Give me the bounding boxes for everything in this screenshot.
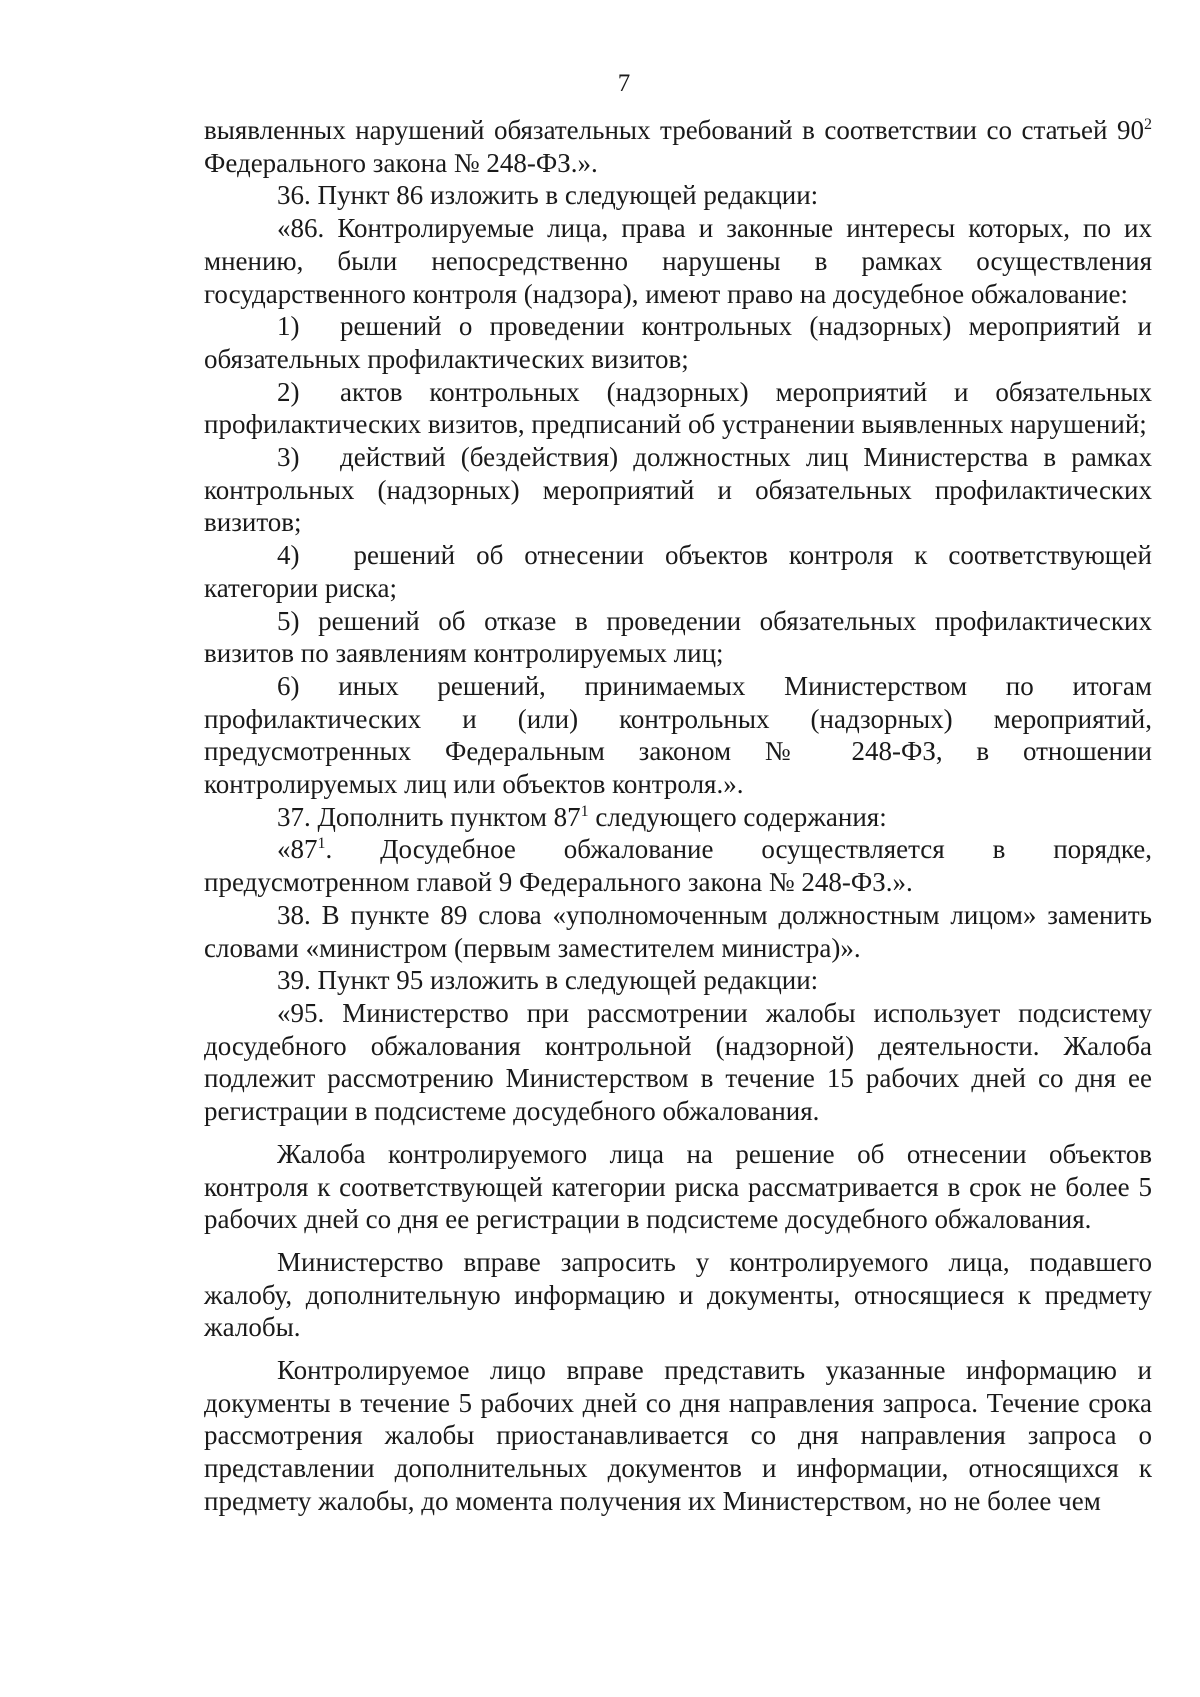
paragraph-continuation-text: выявленных нарушений обязательных требований в соответствии со статьей 90	[204, 115, 1144, 145]
list-item-2-text: актов контрольных (надзорных) мероприятий и обязательных профилактических визитов, предписаний об устранении выявленных нарушений;	[204, 376, 1152, 440]
page-number: 7	[617, 70, 631, 97]
list-item-2-number: 2)	[277, 376, 300, 407]
paragraph-95-part-3: Министерство вправе запросить у контролируемого лица, подавшего жалобу, дополнительную информацию и документы, относящиеся к предмету жалобы.	[204, 1246, 1152, 1343]
paragraph-87-1	[204, 833, 1152, 898]
paragraph-86: «86. Контролируемые лица, права и законные интересы которых, по их мнению, были непосредственно нарушены в рамках осуществления государственного контроля (надзора), имеют право на досудебное обжалование:	[204, 213, 1152, 309]
paragraph-37-text: 37. Дополнить пунктом 87	[277, 801, 581, 832]
superscript: 1	[580, 802, 589, 820]
list-item-3	[204, 441, 1152, 539]
paragraph-38: 38. В пункте 89 слова «уполномоченным должностным лицом» заменить словами «министром (первым заместителем министра)».	[204, 899, 1152, 963]
list-item-1-text: решений о проведении контрольных (надзорных) мероприятий и обязательных профилактических визитов;	[204, 311, 1152, 374]
paragraph-39: 39. Пункт 95 изложить в следующей редакции:	[277, 965, 819, 996]
paragraph-37-tail: следующего содержания:	[588, 801, 887, 832]
paragraph-36: 36. Пункт 86 изложить в следующей редакции:	[277, 180, 819, 211]
paragraph-continuation-tail: Федерального закона № 248-ФЗ.».	[204, 147, 598, 178]
list-item-2	[204, 376, 1152, 441]
paragraph-87-1-text: «87	[277, 834, 318, 865]
paragraph-95: «95. Министерство при рассмотрении жалобы использует подсистему досудебного обжалования контрольной (надзорной) деятельности. Жалоба подлежит рассмотрению Министерством в течение 15 рабочих дней со дня ее регистрации в подсистеме досудебного обжалования.	[204, 997, 1152, 1127]
list-item-4-text: решений об отнесении объектов контроля к соответствующей категории риска;	[204, 540, 1152, 603]
list-item-3-number: 3)	[277, 442, 300, 473]
paragraph-37	[204, 801, 1152, 834]
list-item-1	[204, 310, 1152, 375]
paragraph-95-part-2: Жалоба контролируемого лица на решение об отнесении объектов контроля к соответствующей категории риска рассматривается в срок не более 5 рабочих дней со дня ее регистрации в подсистеме досудебного обжалования.	[204, 1138, 1152, 1235]
list-item-3-text: действий (бездействия) должностных лиц Министерства в рамках контрольных (надзорных) мероприятий и обязательных профилактических визитов;	[204, 442, 1152, 538]
paragraph-continuation	[204, 114, 1152, 179]
list-item-4	[204, 539, 1152, 604]
list-item-5: 5) решений об отказе в проведении обязательных профилактических визитов по заявлениям контролируемых лиц;	[204, 605, 1152, 669]
superscript: 2	[1144, 116, 1152, 133]
superscript: 1	[317, 835, 326, 853]
list-item-6: 6) иных решений, принимаемых Министерством по итогам профилактических и (или) контрольных (надзорных) мероприятий, предусмотренных Федеральным законом № 248-ФЗ, в отношении контролируемых лиц или объектов контроля.».	[204, 670, 1152, 800]
list-item-1-number: 1)	[277, 311, 300, 342]
list-item-4-number: 4)	[277, 540, 300, 571]
document-body	[204, 114, 1152, 1518]
paragraph-95-part-4: Контролируемое лицо вправе представить указанные информацию и документы в течение 5 рабочих дней со дня направления запроса. Течение срока рассмотрения жалобы приостанавливается со дня направления запроса о представлении дополнительных документов и информации, относящихся к предмету жалобы, до момента получения их Министерством, но не более чем	[204, 1355, 1152, 1516]
paragraph-87-1-tail: . Досудебное обжалование осуществляется в порядке, предусмотренном главой 9 Федерального закона № 248-ФЗ.».	[204, 834, 1152, 898]
